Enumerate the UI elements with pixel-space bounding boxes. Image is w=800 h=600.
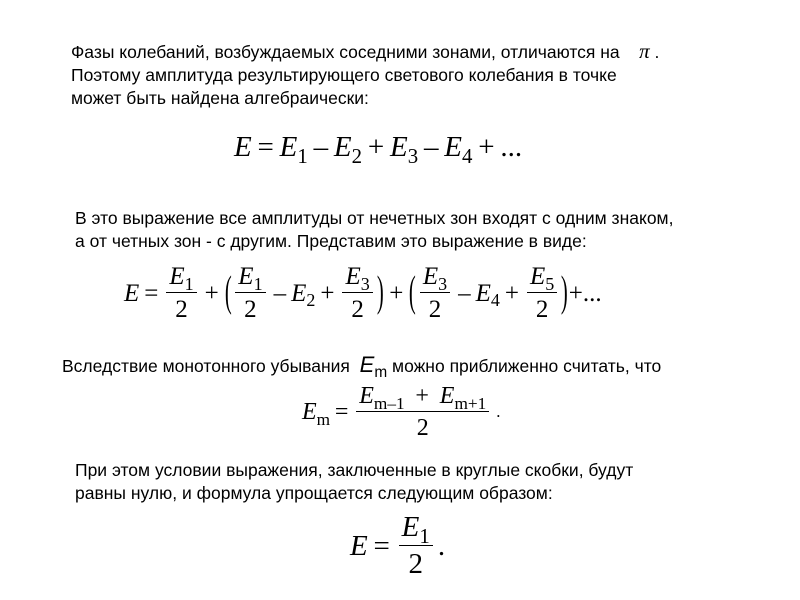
- em-symbol: $E_m$: [359, 352, 388, 381]
- equation-em-average: $E_m$ = $\frac{E_{m-1} + E_{m+1}}{2}$ .: [302, 383, 501, 441]
- equation-alternating-sum: E = $E_1$ – $E_2$ + $E_3$ – $E_4$ + ...: [234, 131, 523, 168]
- fraction: $\frac{E_{m-1} + E_{m+1}}{2}$: [356, 384, 489, 440]
- term: $E_2$: [333, 131, 363, 168]
- paragraph-odd-even-zones: [75, 207, 673, 253]
- left-parenthesis: (: [409, 269, 417, 317]
- paragraph-line: Вследствие монотонного убывания $E_m$ можно приближенно считать, что: [62, 352, 662, 381]
- paragraph-phase-difference: [71, 40, 659, 110]
- fraction: $\frac{E_1}{2}$: [235, 264, 265, 322]
- right-parenthesis: ): [561, 269, 568, 317]
- paragraph-line: При этом условии выражения, заключенные в круглые скобки, будут: [75, 460, 634, 480]
- fraction: $\frac{E_1}{2}$: [399, 513, 433, 579]
- paragraph-line: а от четных зон - с другим. Представим это выражение в виде:: [75, 231, 587, 251]
- left-parenthesis: (: [224, 269, 232, 317]
- term: $E_2$: [291, 279, 316, 311]
- paragraph-line: может быть найдена алгебраически:: [71, 88, 369, 108]
- term: $E_4$: [444, 131, 473, 168]
- paragraph-line: Фазы колебаний, возбуждаемых соседними зонами, отличаются на π .: [71, 39, 660, 63]
- paragraph-line: Поэтому амплитуда результирующего светового колебания в точке: [71, 65, 617, 85]
- fraction: $\frac{E_5}{2}$: [527, 264, 557, 322]
- term: $E_m$: [302, 399, 331, 429]
- equation-final-result: E = $\frac{E_1}{2}$ .: [350, 511, 446, 580]
- paragraph-line: равны нулю, и формула упрощается следующим образом:: [75, 483, 553, 503]
- fraction: $\frac{E_1}{2}$: [166, 264, 196, 322]
- term: $E_1$: [279, 131, 308, 168]
- term: $E_3$: [390, 131, 419, 168]
- term: $E_4$: [475, 279, 500, 311]
- equation-grouped-sum: E = $\frac{E_1}{2}$ + ( $\frac{E_1}{2}$ – $E_2$ + $\frac{E_3}{2}$ ) + ( $\frac{E_3}{2}$ – $E_4$ + $\frac{E_5}{2}$ ) +...: [124, 263, 602, 323]
- paragraph-line: В это выражение все амплитуды от нечетных зон входят с одним знаком,: [75, 208, 674, 228]
- right-parenthesis: ): [376, 269, 384, 317]
- fraction: $\frac{E_3}{2}$: [420, 264, 450, 322]
- paragraph-monotonic-decrease: [62, 353, 661, 379]
- fraction: $\frac{E_3}{2}$: [342, 264, 372, 322]
- paragraph-conclusion: [75, 459, 633, 505]
- pi-symbol: π: [639, 39, 650, 63]
